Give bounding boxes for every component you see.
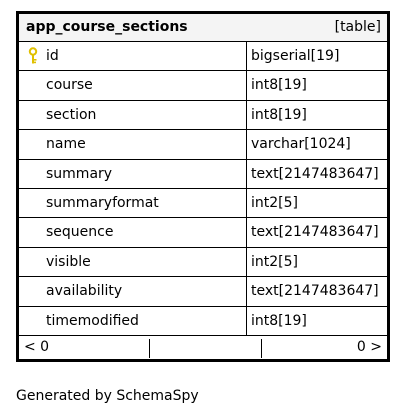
column-name: summary — [46, 165, 113, 182]
column-type: text[2147483647] — [251, 283, 379, 300]
children-count: 0 > — [356, 339, 382, 355]
column-row — [19, 42, 387, 71]
column-row — [19, 218, 387, 247]
column-type: int2[5] — [251, 195, 298, 211]
column-name: visible — [46, 253, 91, 270]
column-type: text[2147483647] — [251, 224, 379, 241]
column-type: int8[19] — [251, 312, 307, 329]
column-row — [19, 101, 387, 130]
table-header — [19, 14, 387, 42]
column-name: sequence — [46, 224, 114, 241]
column-row — [19, 160, 387, 189]
column-row — [19, 189, 387, 218]
generated-by-label: Generated by SchemaSpy — [16, 388, 199, 404]
column-type: int2[5] — [251, 253, 298, 270]
column-row — [19, 248, 387, 277]
column-name: section — [46, 106, 97, 123]
column-name: summaryformat — [46, 195, 159, 211]
column-type: text[2147483647] — [251, 165, 379, 182]
column-type: varchar[1024] — [251, 136, 351, 153]
column-row — [19, 277, 387, 306]
table-node — [16, 11, 390, 362]
key-icon — [27, 47, 39, 65]
table-footer — [19, 337, 387, 359]
column-type: int8[19] — [251, 77, 307, 94]
column-name: availability — [46, 283, 123, 300]
table-type-label: [table] — [334, 19, 381, 35]
column-row — [19, 307, 387, 336]
column-row — [19, 130, 387, 159]
column-row — [19, 71, 387, 100]
footer-divider — [149, 339, 150, 358]
column-type: int8[19] — [251, 106, 307, 123]
column-name: timemodified — [46, 312, 139, 329]
column-name: course — [46, 77, 93, 94]
column-type: bigserial[19] — [251, 48, 340, 64]
footer-divider — [261, 339, 262, 358]
table-name: app_course_sections — [26, 19, 188, 35]
column-name: id — [46, 48, 59, 64]
column-name: name — [46, 136, 86, 153]
parents-count: < 0 — [24, 339, 50, 355]
